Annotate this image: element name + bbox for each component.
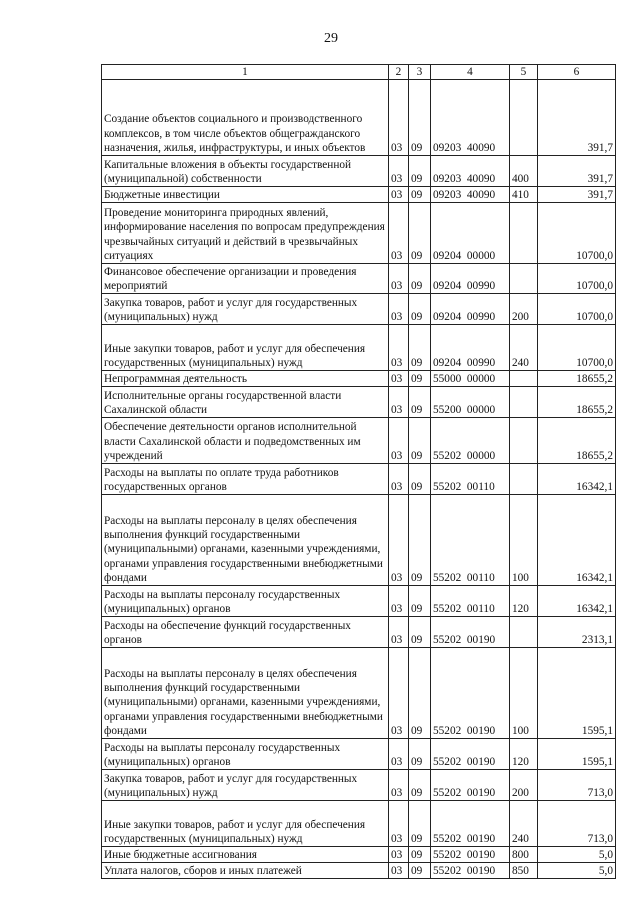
row-target-article-cell: 09203 40090 — [431, 80, 510, 156]
row-amount-cell: 391,7 — [538, 187, 616, 203]
row-target-article-cell: 55202 00190 — [431, 801, 510, 847]
row-name-cell: Иные бюджетные ассигнования — [102, 847, 389, 863]
header-col-1: 1 — [102, 65, 389, 80]
row-section-cell: 03 — [389, 187, 409, 203]
row-subsection-cell: 09 — [409, 464, 431, 495]
row-section-cell: 03 — [389, 387, 409, 418]
row-subsection-cell: 09 — [409, 739, 431, 770]
row-section-cell: 03 — [389, 648, 409, 739]
header-col-5: 5 — [510, 65, 538, 80]
row-subsection-cell: 09 — [409, 294, 431, 325]
row-expense-type-cell: 120 — [510, 739, 538, 770]
table-row — [102, 586, 616, 617]
header-col-2: 2 — [389, 65, 409, 80]
row-subsection-cell: 09 — [409, 203, 431, 264]
row-target-article-cell: 09204 00990 — [431, 294, 510, 325]
row-target-article-cell: 09204 00990 — [431, 325, 510, 371]
row-subsection-cell: 09 — [409, 801, 431, 847]
row-name-cell: Капитальные вложения в объекты государственной (муниципальной) собственности — [102, 156, 389, 187]
row-amount-cell: 10700,0 — [538, 325, 616, 371]
row-amount-cell: 2313,1 — [538, 617, 616, 648]
row-amount-cell: 16342,1 — [538, 495, 616, 586]
row-target-article-cell: 55202 00000 — [431, 418, 510, 464]
row-target-article-cell: 55202 00190 — [431, 770, 510, 801]
row-section-cell: 03 — [389, 863, 409, 879]
table-row — [102, 801, 616, 847]
row-subsection-cell: 09 — [409, 586, 431, 617]
header-col-4: 4 — [431, 65, 510, 80]
table-row — [102, 187, 616, 203]
row-subsection-cell: 09 — [409, 187, 431, 203]
row-amount-cell: 713,0 — [538, 770, 616, 801]
row-target-article-cell: 09203 40090 — [431, 156, 510, 187]
row-expense-type-cell: 240 — [510, 801, 538, 847]
row-amount-cell: 1595,1 — [538, 739, 616, 770]
row-amount-cell: 10700,0 — [538, 203, 616, 264]
row-section-cell: 03 — [389, 371, 409, 387]
row-target-article-cell: 55202 00190 — [431, 847, 510, 863]
row-name-cell: Уплата налогов, сборов и иных платежей — [102, 863, 389, 879]
row-section-cell: 03 — [389, 80, 409, 156]
row-amount-cell: 5,0 — [538, 847, 616, 863]
row-expense-type-cell — [510, 387, 538, 418]
table-row — [102, 387, 616, 418]
row-target-article-cell: 09204 00990 — [431, 264, 510, 294]
row-expense-type-cell: 850 — [510, 863, 538, 879]
row-subsection-cell: 09 — [409, 371, 431, 387]
row-expense-type-cell — [510, 371, 538, 387]
table-row — [102, 847, 616, 863]
row-section-cell: 03 — [389, 418, 409, 464]
table-row — [102, 495, 616, 586]
table-row — [102, 617, 616, 648]
header-col-6: 6 — [538, 65, 616, 80]
table-row — [102, 80, 616, 156]
row-section-cell: 03 — [389, 464, 409, 495]
row-name-cell: Расходы на выплаты персоналу государственных (муниципальных) органов — [102, 586, 389, 617]
row-amount-cell: 18655,2 — [538, 387, 616, 418]
row-section-cell: 03 — [389, 586, 409, 617]
row-name-cell: Исполнительные органы государственной власти Сахалинской области — [102, 387, 389, 418]
row-name-cell: Расходы на выплаты персоналу в целях обеспечения выполнения функций государственными (муниципальными) органами, казенными учреждениями, органами управления государственными внебюджетными фондами — [102, 648, 389, 739]
row-expense-type-cell — [510, 264, 538, 294]
row-target-article-cell: 55202 00110 — [431, 586, 510, 617]
table-row — [102, 294, 616, 325]
row-target-article-cell: 09203 40090 — [431, 187, 510, 203]
row-section-cell: 03 — [389, 264, 409, 294]
row-expense-type-cell: 200 — [510, 294, 538, 325]
table-row — [102, 739, 616, 770]
row-amount-cell: 713,0 — [538, 801, 616, 847]
row-name-cell: Непрограммная деятельность — [102, 371, 389, 387]
row-section-cell: 03 — [389, 770, 409, 801]
table-row — [102, 418, 616, 464]
row-subsection-cell: 09 — [409, 847, 431, 863]
row-expense-type-cell: 100 — [510, 495, 538, 586]
row-expense-type-cell — [510, 617, 538, 648]
row-expense-type-cell — [510, 80, 538, 156]
row-name-cell: Финансовое обеспечение организации и проведения мероприятий — [102, 264, 389, 294]
table-row — [102, 325, 616, 371]
row-section-cell: 03 — [389, 294, 409, 325]
header-row — [102, 65, 616, 80]
row-expense-type-cell: 200 — [510, 770, 538, 801]
row-name-cell: Иные закупки товаров, работ и услуг для обеспечения государственных (муниципальных) нужд — [102, 801, 389, 847]
row-expense-type-cell: 100 — [510, 648, 538, 739]
row-target-article-cell: 55200 00000 — [431, 387, 510, 418]
budget-table — [101, 64, 616, 879]
row-amount-cell: 391,7 — [538, 156, 616, 187]
row-expense-type-cell: 410 — [510, 187, 538, 203]
row-amount-cell: 18655,2 — [538, 371, 616, 387]
table-row — [102, 464, 616, 495]
row-expense-type-cell — [510, 418, 538, 464]
row-section-cell: 03 — [389, 739, 409, 770]
row-name-cell: Иные закупки товаров, работ и услуг для обеспечения государственных (муниципальных) нужд — [102, 325, 389, 371]
row-amount-cell: 16342,1 — [538, 464, 616, 495]
table-row — [102, 156, 616, 187]
row-subsection-cell: 09 — [409, 80, 431, 156]
row-amount-cell: 391,7 — [538, 80, 616, 156]
row-amount-cell: 10700,0 — [538, 264, 616, 294]
row-subsection-cell: 09 — [409, 770, 431, 801]
row-target-article-cell: 55202 00110 — [431, 495, 510, 586]
row-subsection-cell: 09 — [409, 495, 431, 586]
row-subsection-cell: 09 — [409, 156, 431, 187]
row-name-cell: Бюджетные инвестиции — [102, 187, 389, 203]
table-row — [102, 264, 616, 294]
row-subsection-cell: 09 — [409, 264, 431, 294]
header-col-3: 3 — [409, 65, 431, 80]
row-name-cell: Закупка товаров, работ и услуг для государственных (муниципальных) нужд — [102, 294, 389, 325]
table-row — [102, 770, 616, 801]
row-name-cell: Расходы на обеспечение функций государственных органов — [102, 617, 389, 648]
row-subsection-cell: 09 — [409, 863, 431, 879]
table-row — [102, 371, 616, 387]
row-name-cell: Расходы на выплаты по оплате труда работников государственных органов — [102, 464, 389, 495]
row-section-cell: 03 — [389, 847, 409, 863]
row-target-article-cell: 55202 00190 — [431, 739, 510, 770]
row-amount-cell: 5,0 — [538, 863, 616, 879]
page-number: 29 — [324, 31, 338, 46]
row-amount-cell: 10700,0 — [538, 294, 616, 325]
table-row — [102, 863, 616, 879]
row-target-article-cell: 55000 00000 — [431, 371, 510, 387]
row-expense-type-cell: 400 — [510, 156, 538, 187]
row-name-cell: Расходы на выплаты персоналу в целях обеспечения выполнения функций государственными (муниципальными) органами, казенными учреждениями, органами управления государственными внебюджетными фондами — [102, 495, 389, 586]
row-expense-type-cell: 120 — [510, 586, 538, 617]
row-target-article-cell: 55202 00110 — [431, 464, 510, 495]
table-row — [102, 648, 616, 739]
row-amount-cell: 16342,1 — [538, 586, 616, 617]
row-section-cell: 03 — [389, 325, 409, 371]
row-target-article-cell: 55202 00190 — [431, 617, 510, 648]
row-amount-cell: 18655,2 — [538, 418, 616, 464]
row-name-cell: Проведение мониторинга природных явлений, информирование населения по вопросам предупреждения чрезвычайных ситуаций и действий в чрезвычайных ситуациях — [102, 203, 389, 264]
row-amount-cell: 1595,1 — [538, 648, 616, 739]
table-row — [102, 203, 616, 264]
row-target-article-cell: 55202 00190 — [431, 648, 510, 739]
row-section-cell: 03 — [389, 617, 409, 648]
row-expense-type-cell: 240 — [510, 325, 538, 371]
row-name-cell: Обеспечение деятельности органов исполнительной власти Сахалинской области и подведомственных им учреждений — [102, 418, 389, 464]
row-expense-type-cell — [510, 464, 538, 495]
row-subsection-cell: 09 — [409, 648, 431, 739]
row-target-article-cell: 55202 00190 — [431, 863, 510, 879]
row-subsection-cell: 09 — [409, 418, 431, 464]
row-section-cell: 03 — [389, 156, 409, 187]
row-name-cell: Расходы на выплаты персоналу государственных (муниципальных) органов — [102, 739, 389, 770]
row-subsection-cell: 09 — [409, 617, 431, 648]
row-subsection-cell: 09 — [409, 387, 431, 418]
row-section-cell: 03 — [389, 203, 409, 264]
row-name-cell: Закупка товаров, работ и услуг для государственных (муниципальных) нужд — [102, 770, 389, 801]
row-name-cell: Создание объектов социального и производственного комплексов, в том числе объектов общегражданского назначения, жилья, инфраструктуры, и иных объектов — [102, 80, 389, 156]
row-section-cell: 03 — [389, 801, 409, 847]
row-target-article-cell: 09204 00000 — [431, 203, 510, 264]
row-subsection-cell: 09 — [409, 325, 431, 371]
row-expense-type-cell — [510, 203, 538, 264]
row-expense-type-cell: 800 — [510, 847, 538, 863]
row-section-cell: 03 — [389, 495, 409, 586]
